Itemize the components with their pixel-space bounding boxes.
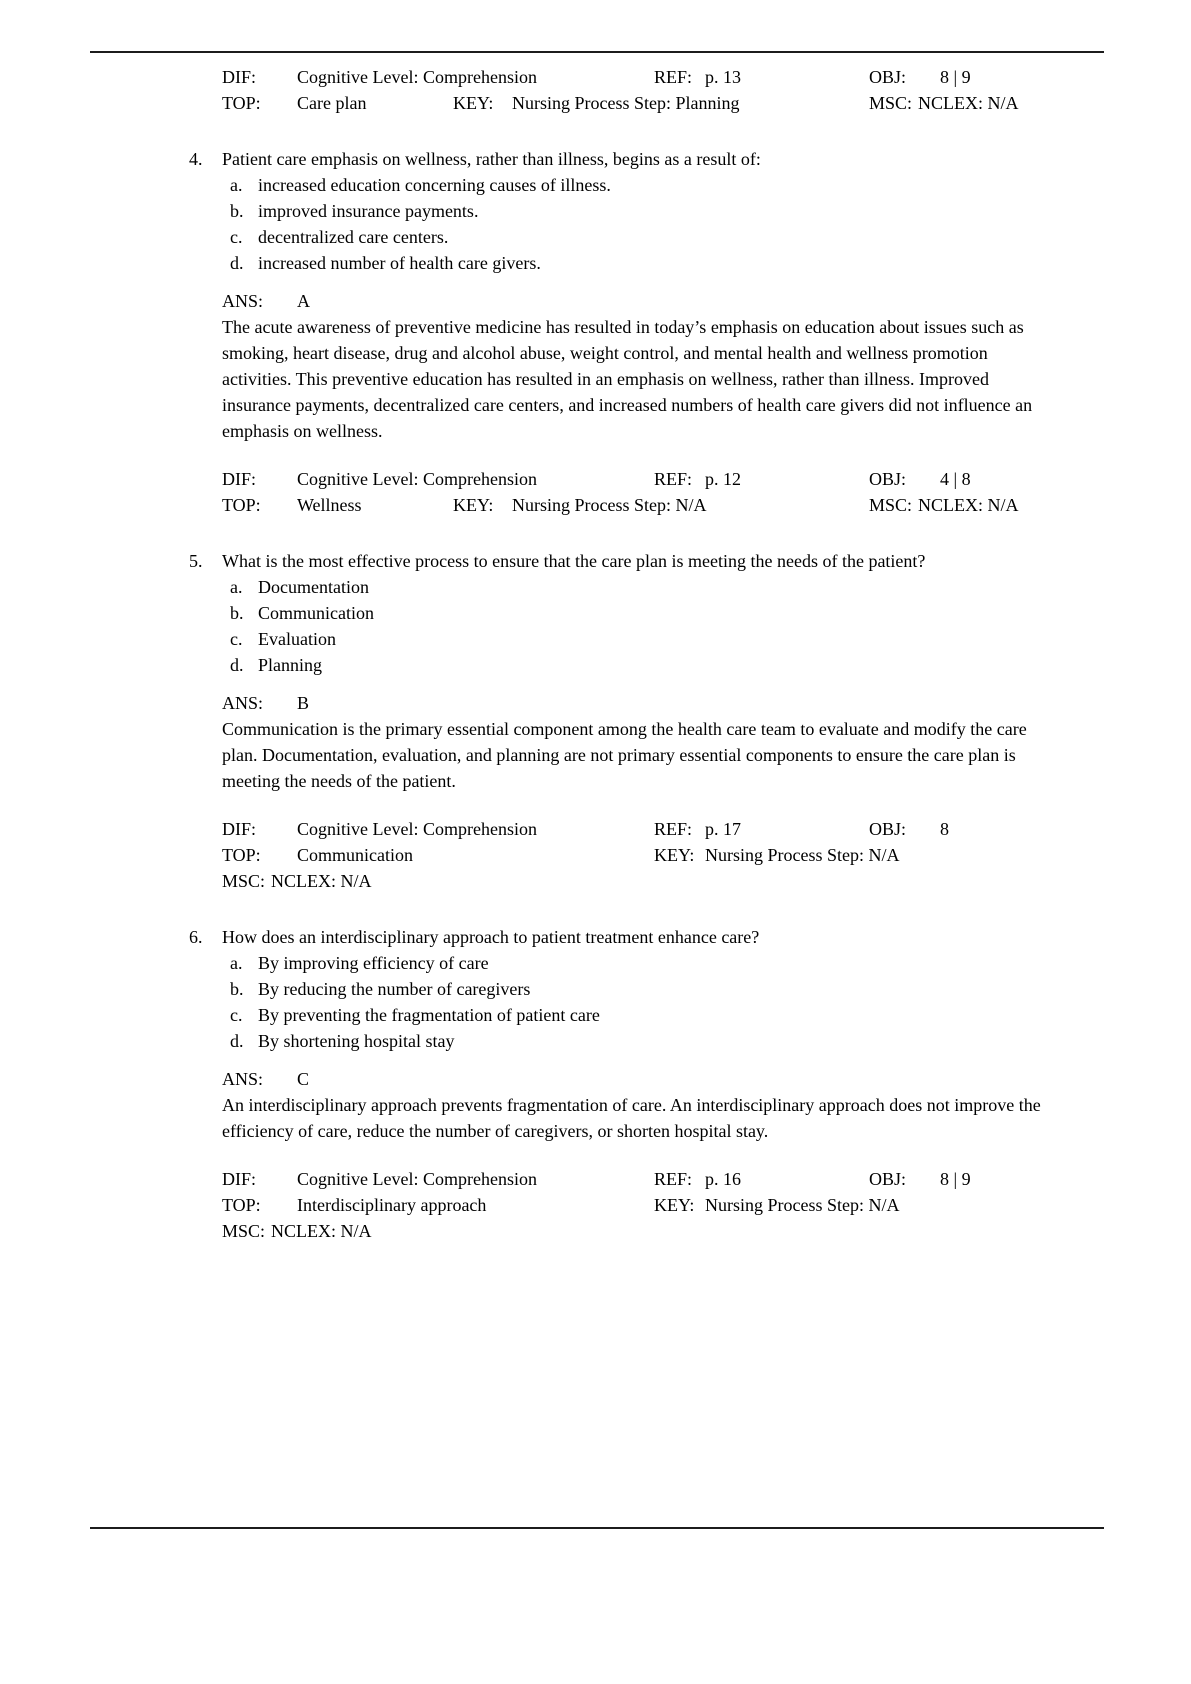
obj-value: 8 (940, 819, 949, 839)
meta-row-msc (222, 1218, 1044, 1244)
top-divider (90, 51, 1104, 53)
answer-block (222, 1066, 1044, 1144)
question-4 (189, 146, 1044, 518)
ref-value: p. 13 (705, 67, 741, 87)
question-stem (189, 146, 1044, 172)
obj-label: OBJ: (869, 67, 907, 87)
option-b (230, 600, 1044, 626)
ref-value: p. 17 (705, 819, 741, 839)
option-letter: a. (230, 577, 243, 597)
meta-block-q6 (222, 1166, 1044, 1244)
answer-label: ANS: (222, 1069, 264, 1089)
option-text: Planning (258, 655, 323, 675)
option-letter: a. (230, 953, 243, 973)
option-text: Evaluation (258, 629, 336, 649)
msc-label: MSC: (222, 871, 266, 891)
answer-line (222, 288, 1044, 314)
answer-block (222, 690, 1044, 794)
options-list (222, 950, 1044, 1054)
option-c (230, 1002, 1044, 1028)
option-letter: b. (230, 979, 244, 999)
option-text: decentralized care centers. (258, 227, 449, 247)
top-value: Interdisciplinary approach (297, 1195, 487, 1215)
dif-label: DIF: (222, 67, 257, 87)
question-text: How does an interdisciplinary approach to patient treatment enhance care? (222, 927, 760, 947)
msc-value: NCLEX: N/A (271, 1221, 372, 1241)
page-content (189, 64, 1044, 1274)
meta-row-top (222, 842, 1044, 868)
option-b (230, 198, 1044, 224)
options-list (222, 574, 1044, 678)
option-d (230, 250, 1044, 276)
ref-label: REF: (654, 1169, 693, 1189)
msc-value: NCLEX: N/A (918, 495, 1019, 515)
option-letter: b. (230, 603, 244, 623)
top-value: Care plan (297, 93, 367, 113)
meta-row-dif (222, 1166, 1044, 1192)
option-a (230, 172, 1044, 198)
dif-value: Cognitive Level: Comprehension (297, 819, 537, 839)
answer-block (222, 288, 1044, 444)
option-letter: c. (230, 227, 243, 247)
answer-value: C (297, 1069, 310, 1089)
dif-label: DIF: (222, 819, 257, 839)
meta-block-q4 (222, 466, 1044, 518)
dif-value: Cognitive Level: Comprehension (297, 1169, 537, 1189)
ref-label: REF: (654, 67, 693, 87)
meta-row-dif (222, 64, 1044, 90)
answer-value: A (297, 291, 310, 311)
answer-label: ANS: (222, 291, 264, 311)
answer-value: B (297, 693, 310, 713)
msc-pair (222, 868, 372, 894)
option-a (230, 950, 1044, 976)
msc-pair (869, 492, 1019, 518)
option-letter: c. (230, 629, 243, 649)
key-value: Nursing Process Step: N/A (705, 845, 900, 865)
meta-row-top (222, 1192, 1044, 1218)
bottom-divider (90, 1527, 1104, 1529)
msc-label: MSC: (869, 93, 913, 113)
question-stem (189, 924, 1044, 950)
option-text: Communication (258, 603, 374, 623)
rationale-text: The acute awareness of preventive medicine has resulted in today’s emphasis on education about issues such as smoking, heart disease, drug and alcohol abuse, weight control, and mental health and wellness promotion activities. This preventive education has resulted in an emphasis on wellness, rather than illness. Improved insurance payments, decentralized care centers, and increased numbers of health care givers did not influence an emphasis on wellness. (222, 317, 1033, 441)
obj-value: 8 | 9 (940, 67, 971, 87)
key-label: KEY: (654, 1195, 695, 1215)
meta-row-top (222, 90, 1044, 116)
option-letter: d. (230, 253, 244, 273)
meta-row-dif (222, 816, 1044, 842)
question-5 (189, 548, 1044, 894)
answer-line (222, 690, 1044, 716)
key-label: KEY: (654, 845, 695, 865)
question-text: Patient care emphasis on wellness, rather than illness, begins as a result of: (222, 149, 761, 169)
option-letter: a. (230, 175, 243, 195)
option-text: By shortening hospital stay (258, 1031, 455, 1051)
option-text: Documentation (258, 577, 369, 597)
rationale-text: Communication is the primary essential component among the health care team to evaluate and modify the care plan. Documentation, evaluation, and planning are not primary essential components to ensure the care plan is meeting the needs of the patient. (222, 719, 1027, 791)
question-number: 5. (189, 551, 203, 571)
option-letter: b. (230, 201, 244, 221)
rationale-text: An interdisciplinary approach prevents fragmentation of care. An interdisciplinary approach does not improve the efficiency of care, reduce the number of caregivers, or shorten hospital stay. (222, 1095, 1041, 1141)
option-text: By improving efficiency of care (258, 953, 489, 973)
meta-block-previous-question (222, 64, 1044, 116)
key-value: Nursing Process Step: N/A (512, 495, 707, 515)
option-letter: d. (230, 655, 244, 675)
top-label: TOP: (222, 495, 261, 515)
question-number: 6. (189, 927, 203, 947)
key-value: Nursing Process Step: Planning (512, 93, 740, 113)
ref-value: p. 16 (705, 1169, 741, 1189)
option-d (230, 652, 1044, 678)
option-d (230, 1028, 1044, 1054)
option-c (230, 626, 1044, 652)
key-label: KEY: (453, 495, 494, 515)
meta-row-msc (222, 868, 1044, 894)
answer-line (222, 1066, 1044, 1092)
option-text: By preventing the fragmentation of patient care (258, 1005, 600, 1025)
key-label: KEY: (453, 93, 494, 113)
obj-label: OBJ: (869, 819, 907, 839)
ref-label: REF: (654, 469, 693, 489)
option-text: improved insurance payments. (258, 201, 479, 221)
dif-value: Cognitive Level: Comprehension (297, 67, 537, 87)
meta-block-q5 (222, 816, 1044, 894)
option-a (230, 574, 1044, 600)
top-value: Communication (297, 845, 413, 865)
question-6 (189, 924, 1044, 1244)
obj-label: OBJ: (869, 1169, 907, 1189)
option-b (230, 976, 1044, 1002)
meta-row-top (222, 492, 1044, 518)
msc-label: MSC: (222, 1221, 266, 1241)
top-label: TOP: (222, 93, 261, 113)
dif-label: DIF: (222, 1169, 257, 1189)
msc-pair (869, 90, 1019, 116)
msc-label: MSC: (869, 495, 913, 515)
top-label: TOP: (222, 845, 261, 865)
obj-value: 8 | 9 (940, 1169, 971, 1189)
question-text: What is the most effective process to ensure that the care plan is meeting the needs of the patient? (222, 551, 926, 571)
question-number: 4. (189, 149, 203, 169)
ref-label: REF: (654, 819, 693, 839)
ref-value: p. 12 (705, 469, 741, 489)
top-label: TOP: (222, 1195, 261, 1215)
answer-label: ANS: (222, 693, 264, 713)
option-letter: d. (230, 1031, 244, 1051)
key-value: Nursing Process Step: N/A (705, 1195, 900, 1215)
option-text: increased number of health care givers. (258, 253, 541, 273)
top-value: Wellness (297, 495, 362, 515)
dif-value: Cognitive Level: Comprehension (297, 469, 537, 489)
options-list (222, 172, 1044, 276)
option-text: By reducing the number of caregivers (258, 979, 531, 999)
option-letter: c. (230, 1005, 243, 1025)
obj-label: OBJ: (869, 469, 907, 489)
msc-pair (222, 1218, 372, 1244)
option-text: increased education concerning causes of illness. (258, 175, 611, 195)
msc-value: NCLEX: N/A (271, 871, 372, 891)
question-stem (189, 548, 1044, 574)
meta-row-dif (222, 466, 1044, 492)
obj-value: 4 | 8 (940, 469, 971, 489)
dif-label: DIF: (222, 469, 257, 489)
msc-value: NCLEX: N/A (918, 93, 1019, 113)
option-c (230, 224, 1044, 250)
